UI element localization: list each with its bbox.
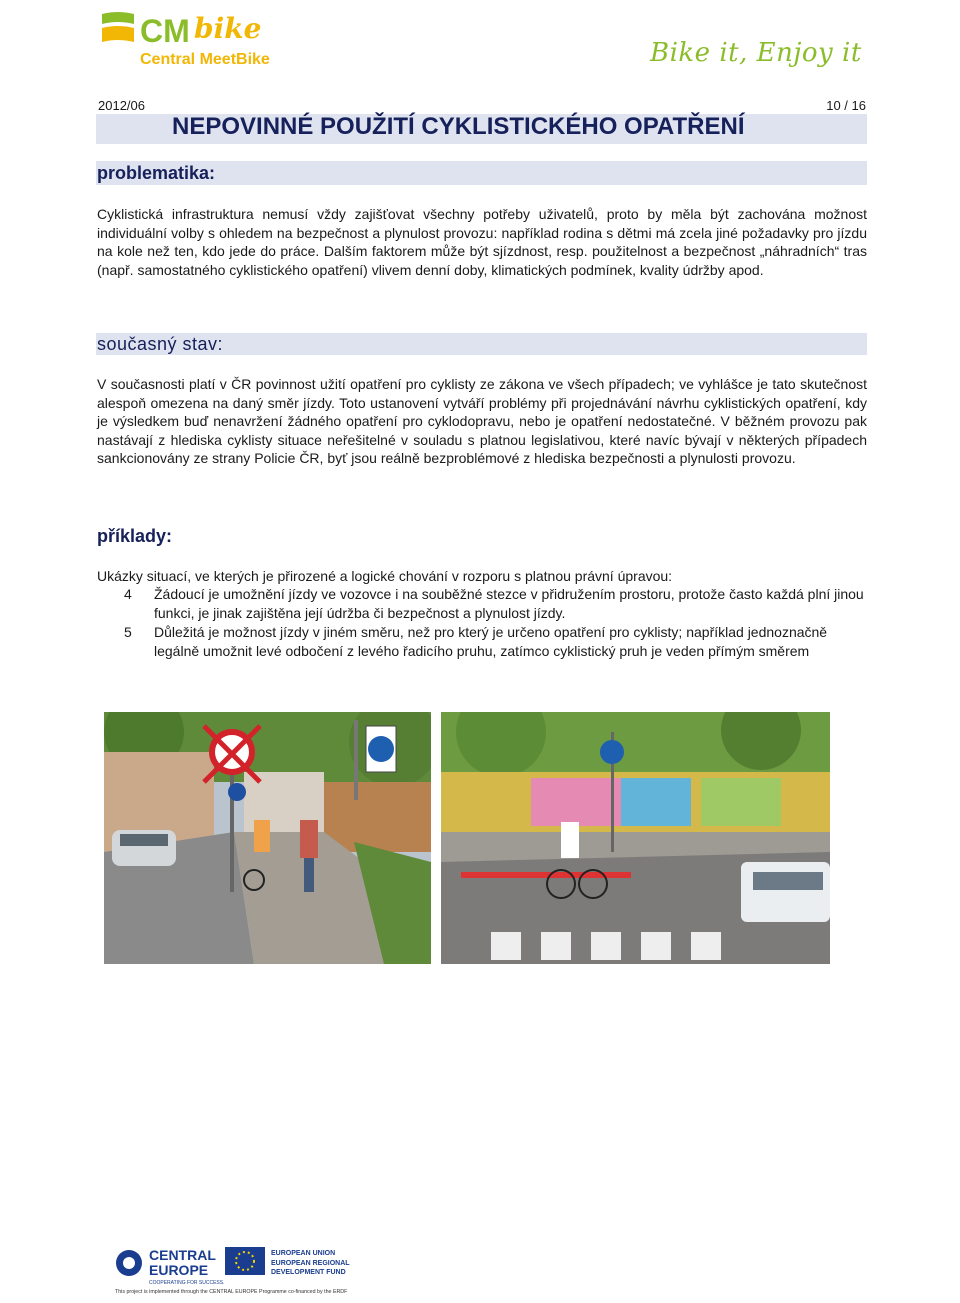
slogan: Bike it, Enjoy it: [650, 38, 862, 68]
photo-street-with-cyclists: [104, 712, 431, 964]
svg-text:Central MeetBike: Central MeetBike: [140, 51, 270, 68]
eu-line3: DEVELOPMENT FUND: [271, 1269, 346, 1276]
paragraph-problematika: Cyklistická infrastruktura nemusí vždy zajišťovat všechny potřeby uživatelů, proto by měla být zachována možnost individuální volby s ohledem na bezpečnost a plynulost provozu: například rodina s dětmi má zcela jiné požadavky pro jízdu na kole než ten, kdo jede do práce. Dalším faktorem může být sjízdnost, resp. použitelnost a bezpečnost „náhradních“ tras (např. samostatného cyklistického opatření) vlivem denní doby, klimatických podmínek, kvality údržby apod.: [97, 206, 867, 278]
section-heading-problematika: problematika:: [97, 163, 216, 183]
list-item: [97, 585, 867, 625]
cmbike-logo: [100, 8, 290, 70]
footer-disclaimer: This project is implemented through the CENTRAL EUROPE Programme co-financed by the ERDF: [115, 1289, 348, 1295]
ce-logo-line1: CENTRAL: [149, 1247, 216, 1263]
eu-flag-icon: [225, 1247, 265, 1275]
page-title: NEPOVINNÉ POUŽITÍ CYKLISTICKÉHO OPATŘENÍ: [172, 113, 745, 140]
eu-line1: EUROPEAN UNION: [271, 1250, 336, 1257]
svg-text:bike: bike: [194, 12, 262, 45]
list-text: Žádoucí je umožnění jízdy ve vozovce i na souběžné stezce v přidružením prostoru, protože často každá plní jinou funkci, je jinak zajištěna její údržba či bezpečnost a plynulost jízdy.: [154, 586, 864, 621]
svg-text:CM: CM: [140, 13, 190, 49]
paragraph-soucasny-stav: V současnosti platí v ČR povinnost užití opatření pro cyklisty ze zákona ve všech případech; ve vyhlášce je tato skutečnost alespoň omezena na daný směr jízdy. Toto ustanovení vytváří problémy při projednávání návrhu cyklistických opatření, kdy je výsledkem buď nenavržení žádného opatření pro cyklodopravu, nebo je opatření nedostatečné. V běžném provozu pak nastávají z hlediska cyklisty situace neřešitelné v souladu s platnou legislativou, které navíc bývají v některých případech sankcionovány ze strany Policie ČR, byť jsou reálně bezproblémové z hlediska bezpečnosti a plynulosti provozu.: [97, 376, 867, 466]
list-text: Důležitá je možnost jízdy v jiném směru, než pro který je určeno opatření pro cyklisty; například jednoznačně legálně umožnit levé odbočení z levého řadicího pruhu, zatímco cyklistický pruh je veden přímým směrem: [154, 624, 828, 659]
ce-logo-tagline: COOPERATING FOR SUCCESS.: [149, 1280, 225, 1286]
issue-date: 2012/06: [98, 98, 145, 113]
ce-logo-line2: EUROPE: [149, 1262, 209, 1278]
photo-crossing-with-cyclist: [441, 712, 830, 964]
eu-line2: EUROPEAN REGIONAL: [271, 1260, 350, 1267]
list-number: 4: [124, 586, 132, 602]
section-heading-priklady: příklady:: [97, 526, 173, 546]
page-number: 10 / 16: [826, 98, 866, 113]
list-item: [97, 623, 867, 683]
section-heading-soucasny-stav: současný stav:: [97, 334, 224, 354]
paragraph-priklady-intro: Ukázky situací, ve kterých je přirozené a logické chování v rozporu s platnou právní úpravou:: [97, 568, 673, 584]
list-number: 5: [124, 624, 132, 640]
footer-logos: [115, 1243, 535, 1295]
